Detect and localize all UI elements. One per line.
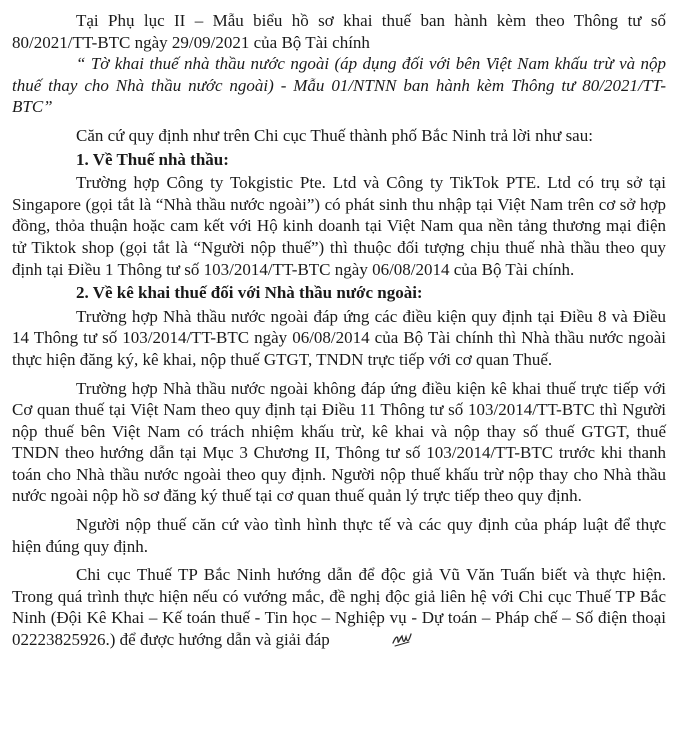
section2-paragraph-1: Trường hợp Nhà thầu nước ngoài đáp ứng các điều kiện quy định tại Điều 8 và Điều 14 Thông tư số 103/2014/TT-BTC ngày 06/08/2014 của Bộ Tài chính thì Nhà thầu nước ngoài thực hiện đăng ký, kê khai, nộp thuế GTGT, TNDN trực tiếp với cơ quan Thuế. — [12, 306, 666, 369]
basis-paragraph: Căn cứ quy định như trên Chi cục Thuế thành phố Bắc Ninh trả lời như sau: — [76, 125, 593, 145]
section1-paragraph: Trường hợp Công ty Tokgistic Pte. Ltd và Công ty TikTok PTE. Ltd có trụ sở tại Singapore (gọi tắt là “Nhà thầu nước ngoài”) có phát sinh thu nhập tại Việt Nam trên cơ sở hợp đồng, thỏa thuận hoặc cam kết với Hộ kinh doanh tại Việt Nam qua nền tảng thương mại điện tử Tiktok shop (gọi tắt là “Người nộp thuế”) thì thuộc đối tượng chịu thuế nhà thầu theo quy định tại Điều 1 Thông tư số 103/2014/TT-BTC ngày 06/08/2014 của Bộ Tài chính. — [12, 173, 666, 279]
closing-paragraph-1: Người nộp thuế căn cứ vào tình hình thực tế và các quy định của pháp luật để thực hiện đúng quy định. — [12, 515, 666, 556]
closing-paragraph-2 — [12, 564, 666, 650]
section2-heading: 2. Về kê khai thuế đối với Nhà thầu nước ngoài: — [76, 283, 423, 303]
handwritten-initials-icon — [328, 632, 348, 648]
section1-heading: 1. Về Thuế nhà thầu: — [76, 149, 229, 169]
intro-paragraph: Tại Phụ lục II – Mẫu biểu hồ sơ khai thuế ban hành kèm theo Thông tư số 80/2021/TT-BTC ngày 29/09/2021 của Bộ Tài chính — [12, 11, 666, 52]
form-quote: “ Tờ khai thuế nhà thầu nước ngoài (áp dụng đối với bên Việt Nam khấu trừ và nộp thuế thay cho Nhà thầu nước ngoài) - Mẫu 01/NTNN ban hành kèm Thông tư 80/2021/TT-BTC” — [12, 54, 666, 117]
section2-paragraph-2: Trường hợp Nhà thầu nước ngoài không đáp ứng điều kiện kê khai thuế trực tiếp với Cơ quan thuế tại Việt Nam theo quy định tại Điều 11 Thông tư số 103/2014/TT-BTC thì Người nộp thuế bên Việt Nam có trách nhiệm khấu trừ, kê khai và nộp thay số thuế GTGT, thuế TNDN theo hướng dẫn tại Mục 3 Chương II, Thông tư số 103/2014/TT-BTC trước khi thanh toán cho Nhà thầu nước ngoài theo quy định. Người nộp thuế khấu trừ nộp thay cho Nhà thầu nước ngoài nộp hồ sơ đăng ký thuế tại cơ quan thuế quản lý trực tiếp theo quy định. — [12, 378, 666, 506]
closing-text: Chi cục Thuế TP Bắc Ninh hướng dẫn để độc giả Vũ Văn Tuấn biết và thực hiện. Trong quá trình thực hiện nếu có vướng mắc, đề nghị độc giả liên hệ với Chi cục Thuế TP Bắc Ninh (Đội Kê Khai – Kế toán thuế - Tin học – Nghiệp vụ - Dự toán – Pháp chế – Số điện thoại 02223825926.) để được hướng dẫn và giải đáp — [12, 565, 666, 650]
